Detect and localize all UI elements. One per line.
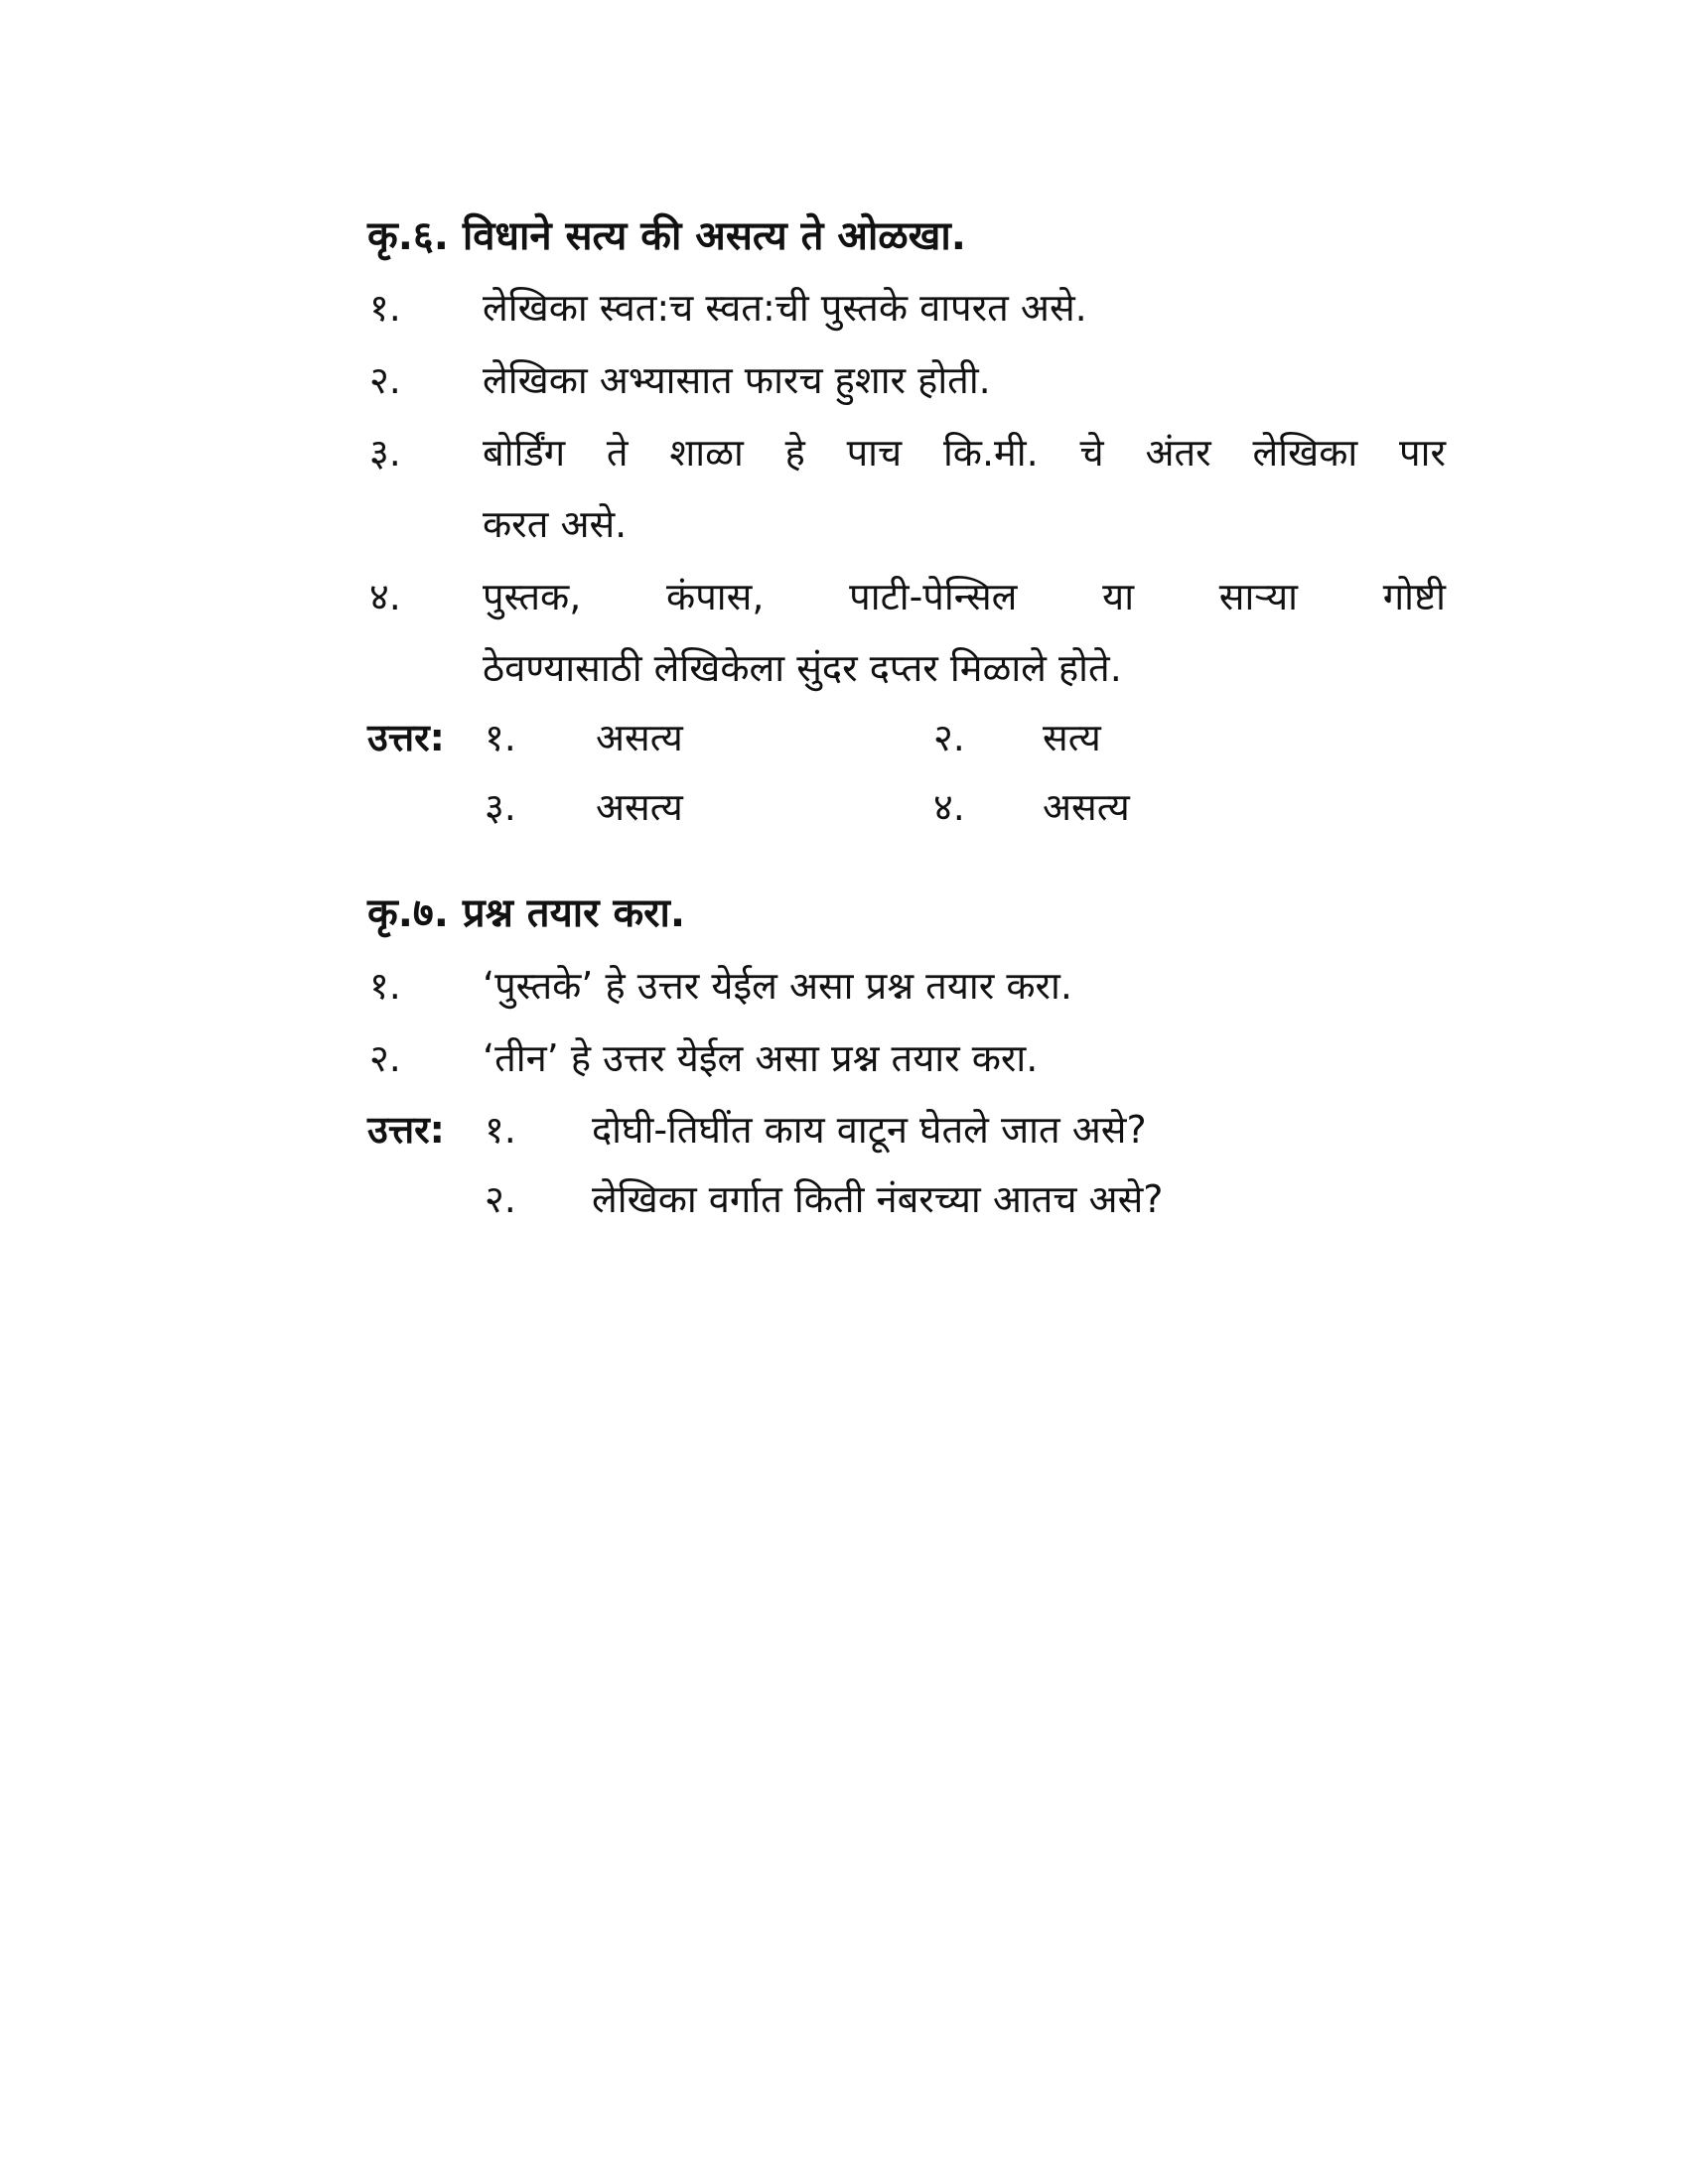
section7-answer-label: उत्तर:: [367, 1108, 445, 1152]
section7-heading: कृ.७. प्रश्न तयार करा.: [367, 890, 686, 936]
section6-item-4-text-line1: पुस्तक, कंपास, पाटी-पेन्सिल या साऱ्या गोष्टी: [483, 575, 1446, 618]
section6-item-3-text-line2: करत असे.: [483, 502, 628, 546]
section6-answer-2-number: २.: [933, 716, 965, 759]
section6-item-4-text-line2: ठेवण्यासाठी लेखिकेला सुंदर दप्तर मिळाले होते.: [483, 646, 1122, 690]
section6-answer-3-number: ३.: [485, 785, 516, 829]
section6-answer-4-number: ४.: [933, 785, 965, 829]
section6-item-2-text: लेखिका अभ्यासात फारच हुशार होती.: [483, 358, 991, 402]
section6-answer-4-value: असत्य: [1043, 785, 1130, 829]
section7-answer-2-value: लेखिका वर्गात किती नंबरच्या आतच असे?: [592, 1177, 1164, 1221]
section6-item-3-text-line1: बोर्डिंग ते शाळा हे पाच कि.मी. चे अंतर लेखिका पार: [483, 431, 1446, 475]
section7-answer-2-number: २.: [485, 1177, 516, 1221]
section6-heading: कृ.६. विधाने सत्य की असत्य ते ओळखा.: [367, 213, 966, 259]
section6-item-3-number: ३.: [369, 431, 401, 475]
section7-item-1-number: १.: [369, 964, 401, 1008]
section6-item-2-number: २.: [369, 358, 401, 402]
section6-answer-3-value: असत्य: [596, 785, 683, 829]
section6-item-1-number: १.: [369, 286, 401, 330]
section6-item-4-number: ४.: [369, 575, 401, 618]
section6-item-1-text: लेखिका स्वत:च स्वत:ची पुस्तके वापरत असे.: [483, 286, 1087, 330]
section7-answer-1-number: १.: [485, 1108, 516, 1152]
section6-answer-2-value: सत्य: [1043, 716, 1101, 759]
section6-answer-1-number: १.: [485, 716, 516, 759]
section6-answer-label: उत्तर:: [367, 716, 445, 759]
section7-item-2-number: २.: [369, 1036, 401, 1080]
section7-answer-1-value: दोघी-तिघींत काय वाटून घेतले जात असे?: [592, 1108, 1147, 1152]
section7-item-2-text: ‘तीन’ हे उत्तर येईल असा प्रश्न तयार करा.: [483, 1036, 1039, 1080]
section7-item-1-text: ‘पुस्तके’ हे उत्तर येईल असा प्रश्न तयार करा.: [483, 964, 1072, 1008]
section6-answer-1-value: असत्य: [596, 716, 683, 759]
